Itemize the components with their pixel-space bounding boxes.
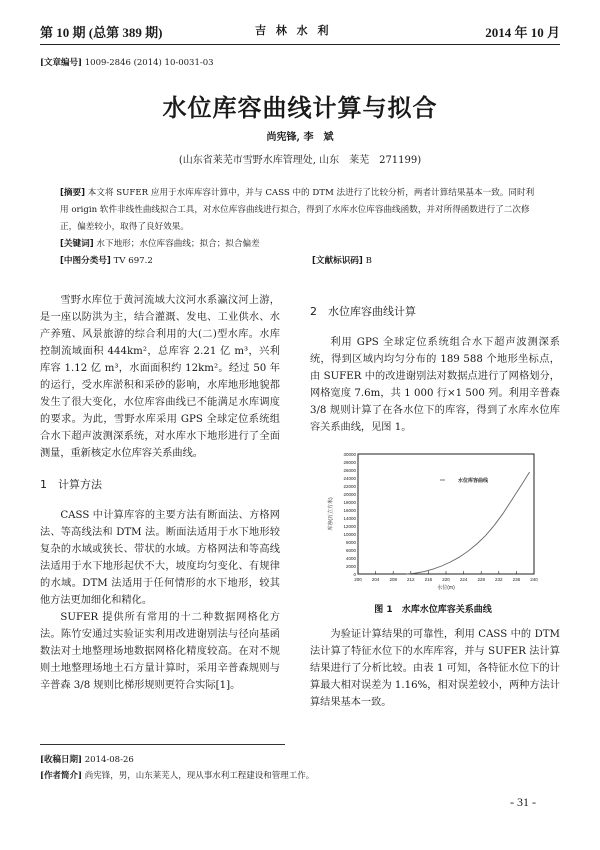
right-column (310, 303, 560, 436)
page-number: - 31 - (510, 795, 536, 809)
svg-text:4000: 4000 (345, 556, 356, 561)
svg-text:22000: 22000 (343, 484, 356, 489)
publication-date: 2014 年 10 月 (485, 25, 560, 40)
svg-text:204: 204 (371, 577, 380, 582)
svg-text:208: 208 (389, 577, 397, 582)
svg-text:240: 240 (530, 577, 538, 582)
x-axis-label: 水位(m) (437, 585, 455, 591)
journal-name: 吉 林 水 利 (255, 24, 332, 37)
svg-text:224: 224 (459, 577, 468, 582)
header-rule (40, 44, 560, 45)
doc-number-value: 1009-2846 (2014) 10-0031-03 (84, 58, 214, 68)
svg-text:228: 228 (477, 577, 485, 582)
svg-text:8000: 8000 (345, 540, 356, 545)
clc-label: [中图分类号] (60, 256, 111, 266)
section-2-paragraph-1: 利用 GPS 全球定位系统组合水下超声波测深系统，得到区域内均匀分布的 189 588 个地形坐标点，由 SUFER 中的改进谢别法对数据点进行了网格划分，网格宽度 7.6m，共 1 000 行×1 500 列。利用辛普森 3/8 规则计算了在各水位下的库容，得到了水库水位库容关系曲线，见图 1。 (310, 337, 560, 433)
svg-text:216: 216 (424, 577, 433, 582)
abstract (60, 185, 538, 236)
svg-text:18000: 18000 (343, 500, 356, 505)
received-date (40, 753, 134, 765)
svg-text:10000: 10000 (343, 532, 356, 537)
svg-text:6000: 6000 (345, 548, 356, 553)
svg-text:2000: 2000 (345, 564, 356, 569)
svg-text:30000: 30000 (343, 452, 356, 457)
svg-text:28000: 28000 (343, 460, 356, 465)
figure-1 (318, 440, 548, 600)
keywords (60, 236, 538, 253)
keywords-label: [关键词] (60, 239, 94, 249)
legend-label: 水位库容曲线 (458, 478, 489, 484)
svg-text:232: 232 (495, 577, 503, 582)
intro-paragraph: 雪野水库位于黄河流域大汶河水系瀛汶河上游，是一座以防洪为主，结合灌溉、发电、工业供水、水产养殖、风景旅游的综合利用的大(二)型水库。水库控制流域面积 444km²，总库容 2.21 亿 m³，兴利库容 1.12 亿 m³，水面面积约 12km²。经过 50 年的运行，受水库淤积和采砂的影响，水库地形地貌都发生了很大变化，水位库容曲线已不能满足水库调度的要求。为此，雪野水库采用 GPS 全球定位系统组合水下超声波测深系统，对水库水下地形进行了全面测量，重新核定水位库容关系曲线。 (40, 295, 280, 459)
doc-code-value: B (365, 256, 372, 266)
abstract-text: 本文将 SUFER 应用于水库库容计算中，并与 CASS 中的 DTM 法进行了比较分析，两者计算结果基本一致。同时利用 origin 软件非线性曲线拟合工具，对水位库容曲线进行拟合，得到了水库水位库容曲线函数，并对所得函数进行了二次修正，偏差较小，取得了良好效果。 (60, 188, 535, 232)
bio-label: [作者简介] (40, 771, 83, 781)
issue-number: 第 10 期 (总第 389 期) (40, 25, 163, 40)
section-1-heading: 1 计算方法 (40, 478, 102, 491)
svg-text:200: 200 (354, 577, 362, 582)
svg-text:24000: 24000 (343, 476, 356, 481)
classification-row (60, 253, 538, 270)
received-label: [收稿日期] (40, 755, 83, 765)
received-value: 2014-08-26 (84, 755, 134, 765)
svg-text:0: 0 (353, 572, 356, 577)
abstract-block (60, 185, 538, 270)
svg-text:220: 220 (442, 577, 450, 582)
section-2-paragraph-2: 为验证计算结果的可靠性，利用 CASS 中的 DTM 法计算了特征水位下的水库库容，并与 SUFER 法计算结果进行了分析比较。由表 1 可知，各特征水位下的计算最大相对误差为 1.16%，相对误差较小，两种方法计算结果基本一致。 (310, 629, 560, 708)
doc-code-label: [文献标识码] (312, 256, 363, 266)
storage-curve (406, 472, 529, 574)
svg-text:236: 236 (512, 577, 521, 582)
bio-text: 尚宪锋，男，山东莱芜人，现从事水利工程建设和管理工作。 (84, 771, 315, 781)
svg-text:16000: 16000 (343, 508, 356, 513)
doc-number-label: [文章编号] (40, 58, 83, 68)
section-1-paragraph-1: CASS 中计算库容的主要方法有断面法、方格网法、等高线法和 DTM 法。断面法适用于水下地形较复杂的水域或狭长、带状的水域。方格网法和等高线法适用于水下地形起伏不大，坡度均匀变化、有规律的水域。DTM 法适用于任何情形的水下地形，较其他方法更加细化和精化。 (40, 510, 280, 606)
x-axis-ticks (354, 577, 538, 582)
svg-text:26000: 26000 (343, 468, 356, 473)
footnote-rule (40, 744, 285, 745)
document-number (40, 56, 214, 68)
left-column (40, 292, 280, 694)
right-column-lower (310, 626, 560, 711)
y-axis-label: 库容(万立方米) (328, 497, 334, 531)
section-1-paragraph-2: SUFER 提供所有常用的十二种数据网格化方法。陈竹安通过实验证实利用改进谢别法与径向基函数法对土地整理场地数据网格化精度较高。在对不规则土地整理场地土石方量计算时，采用辛普森规则与辛普森 3/8 规则比梯形规则更符合实际[1]。 (40, 612, 280, 691)
svg-text:12000: 12000 (343, 524, 356, 529)
author-bio (40, 769, 314, 781)
authors: 尚宪锋, 李 斌 (266, 132, 334, 143)
svg-text:20000: 20000 (343, 492, 356, 497)
section-2-heading: 2 水位库容曲线计算 (310, 305, 416, 318)
clc-value: TV 697.2 (113, 256, 153, 266)
figure-caption: 图 1 水库水位库容关系曲线 (374, 605, 492, 615)
storage-curve-chart (318, 440, 548, 600)
svg-text:14000: 14000 (343, 516, 356, 521)
abstract-label: [摘要] (60, 188, 86, 198)
affiliation: (山东省莱芜市雪野水库管理处, 山东 莱芜 271199) (178, 155, 422, 166)
keywords-text: 水下地形；水位库容曲线；拟合；拟合偏差 (96, 239, 260, 249)
y-axis-ticks (343, 452, 356, 577)
svg-text:212: 212 (407, 577, 415, 582)
paper-title: 水位库容曲线计算与拟合 (162, 94, 438, 122)
